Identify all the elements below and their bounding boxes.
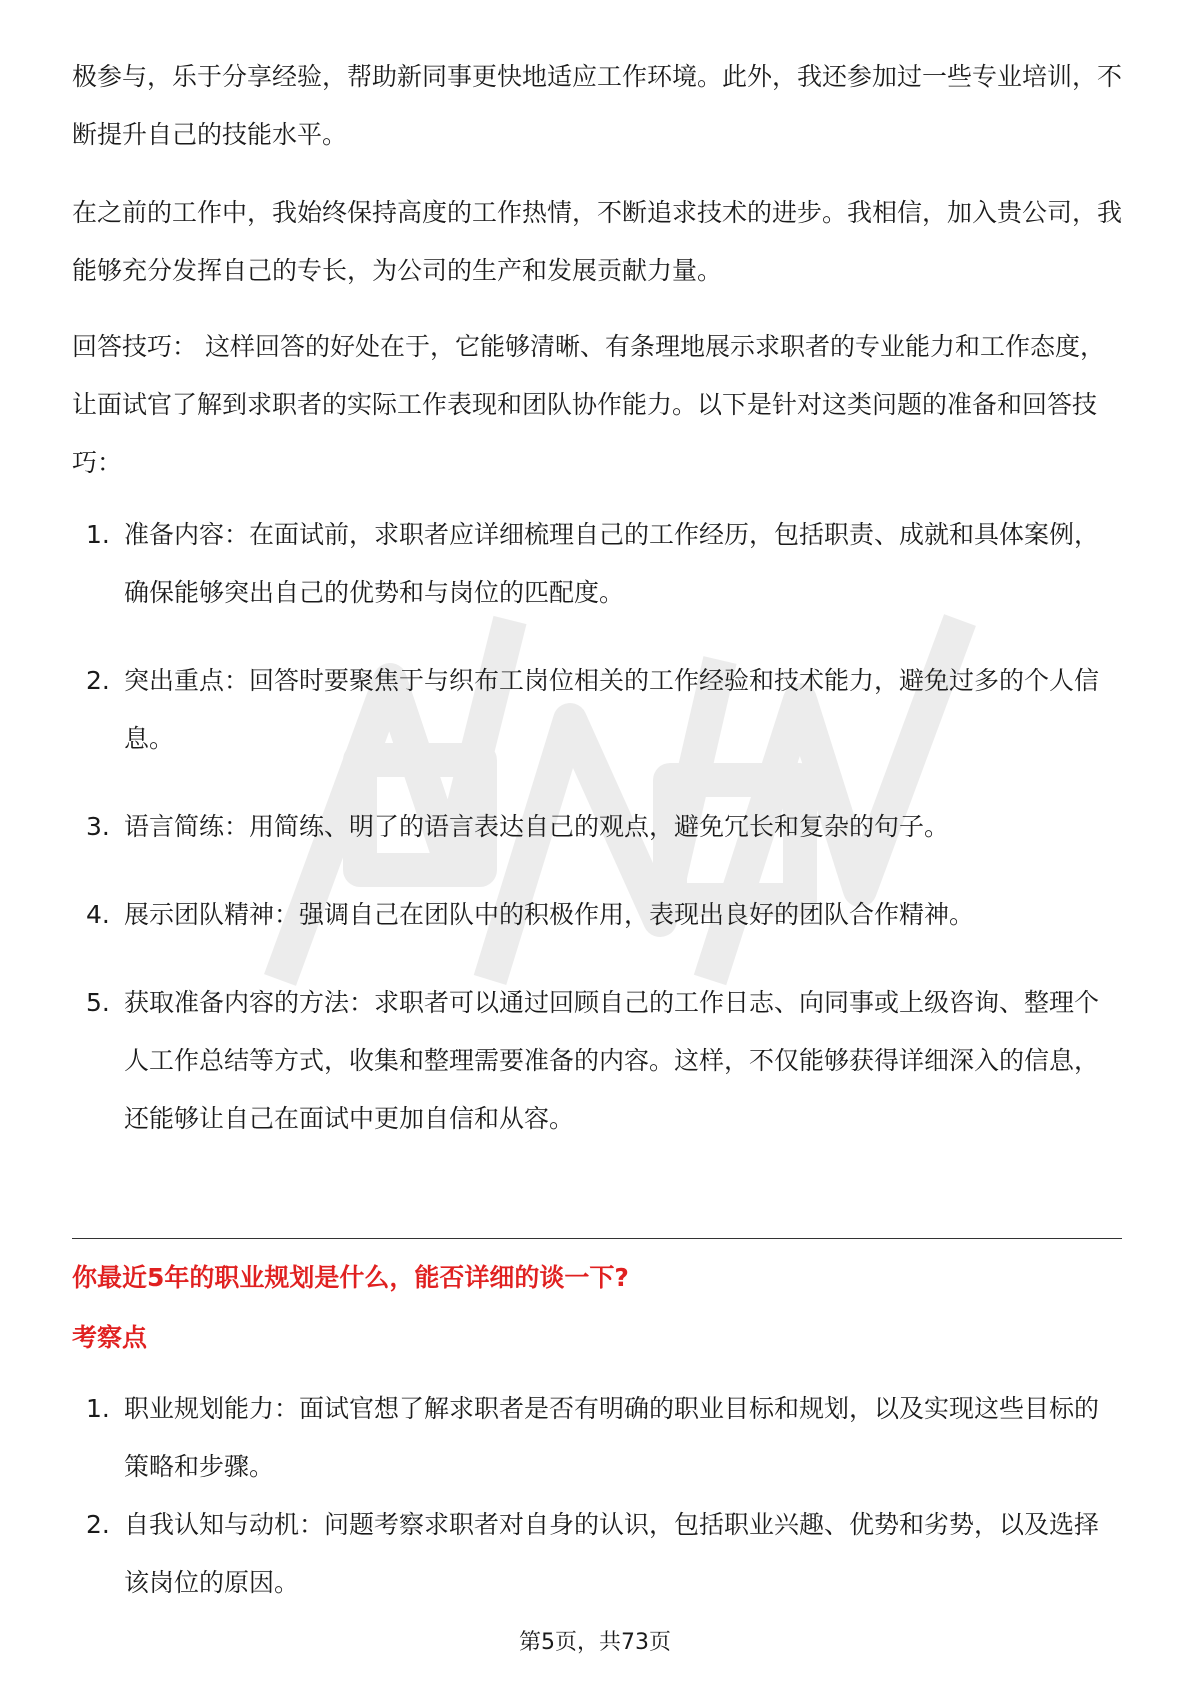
list-item [72, 886, 1122, 944]
list-item [72, 652, 1122, 768]
section-divider [72, 1238, 1122, 1239]
list-item-text: 获取准备内容的方法：求职者可以通过回顾自己的工作日志、向同事或上级咨询、整理个人工作总结等方式，收集和整理需要准备的内容。这样，不仅能够获得详细深入的信息，还能够让自己在面试中更加自信和从容。 [124, 988, 1100, 1133]
list-item [72, 974, 1122, 1148]
list-item [72, 798, 1122, 856]
list-item-text: 准备内容：在面试前，求职者应详细梳理自己的工作经历，包括职责、成就和具体案例，确保能够突出自己的优势和与岗位的匹配度。 [124, 520, 1100, 607]
paragraph-work-attitude: 在之前的工作中，我始终保持高度的工作热情，不断追求技术的进步。我相信，加入贵公司，我能够充分发挥自己的专长，为公司的生产和发展贡献力量。 [72, 198, 1123, 285]
list-number: 5. [86, 988, 110, 1017]
question-heading: 你最近5年的职业规划是什么，能否详细的谈一下? [72, 1263, 629, 1292]
list-number: 1. [86, 520, 110, 549]
list-item [72, 1380, 1122, 1496]
list-item [72, 1496, 1122, 1612]
list-item-text: 职业规划能力：面试官想了解求职者是否有明确的职业目标和规划，以及实现这些目标的策略和步骤。 [124, 1394, 1100, 1481]
list-item-text: 自我认知与动机：问题考察求职者对自身的认识，包括职业兴趣、优势和劣势，以及选择该岗位的原因。 [124, 1510, 1100, 1597]
list-item [72, 506, 1122, 622]
list-number: 2. [86, 1510, 110, 1539]
list-item-text: 展示团队精神：强调自己在团队中的积极作用，表现出良好的团队合作精神。 [124, 900, 975, 929]
paragraph-answer-tips: 回答技巧： 这样回答的好处在于，它能够清晰、有条理地展示求职者的专业能力和工作态度，让面试官了解到求职者的实际工作表现和团队协作能力。以下是针对这类问题的准备和回答技巧： [72, 332, 1105, 477]
list-number: 3. [86, 812, 110, 841]
list-number: 2. [86, 666, 110, 695]
paragraph-continued-intro: 极参与，乐于分享经验，帮助新同事更快地适应工作环境。此外，我还参加过一些专业培训，不断提升自己的技能水平。 [72, 62, 1123, 149]
tips-list [72, 506, 1122, 1178]
page-footer: 第5页，共73页 [519, 1630, 671, 1655]
list-number: 4. [86, 900, 110, 929]
list-number: 1. [86, 1394, 110, 1423]
check-points-list [72, 1380, 1122, 1612]
list-item-text: 突出重点：回答时要聚焦于与织布工岗位相关的工作经验和技术能力，避免过多的个人信息。 [124, 666, 1100, 753]
check-points-heading: 考察点 [72, 1323, 148, 1352]
list-item-text: 语言简练：用简练、明了的语言表达自己的观点，避免冗长和复杂的句子。 [124, 812, 950, 841]
